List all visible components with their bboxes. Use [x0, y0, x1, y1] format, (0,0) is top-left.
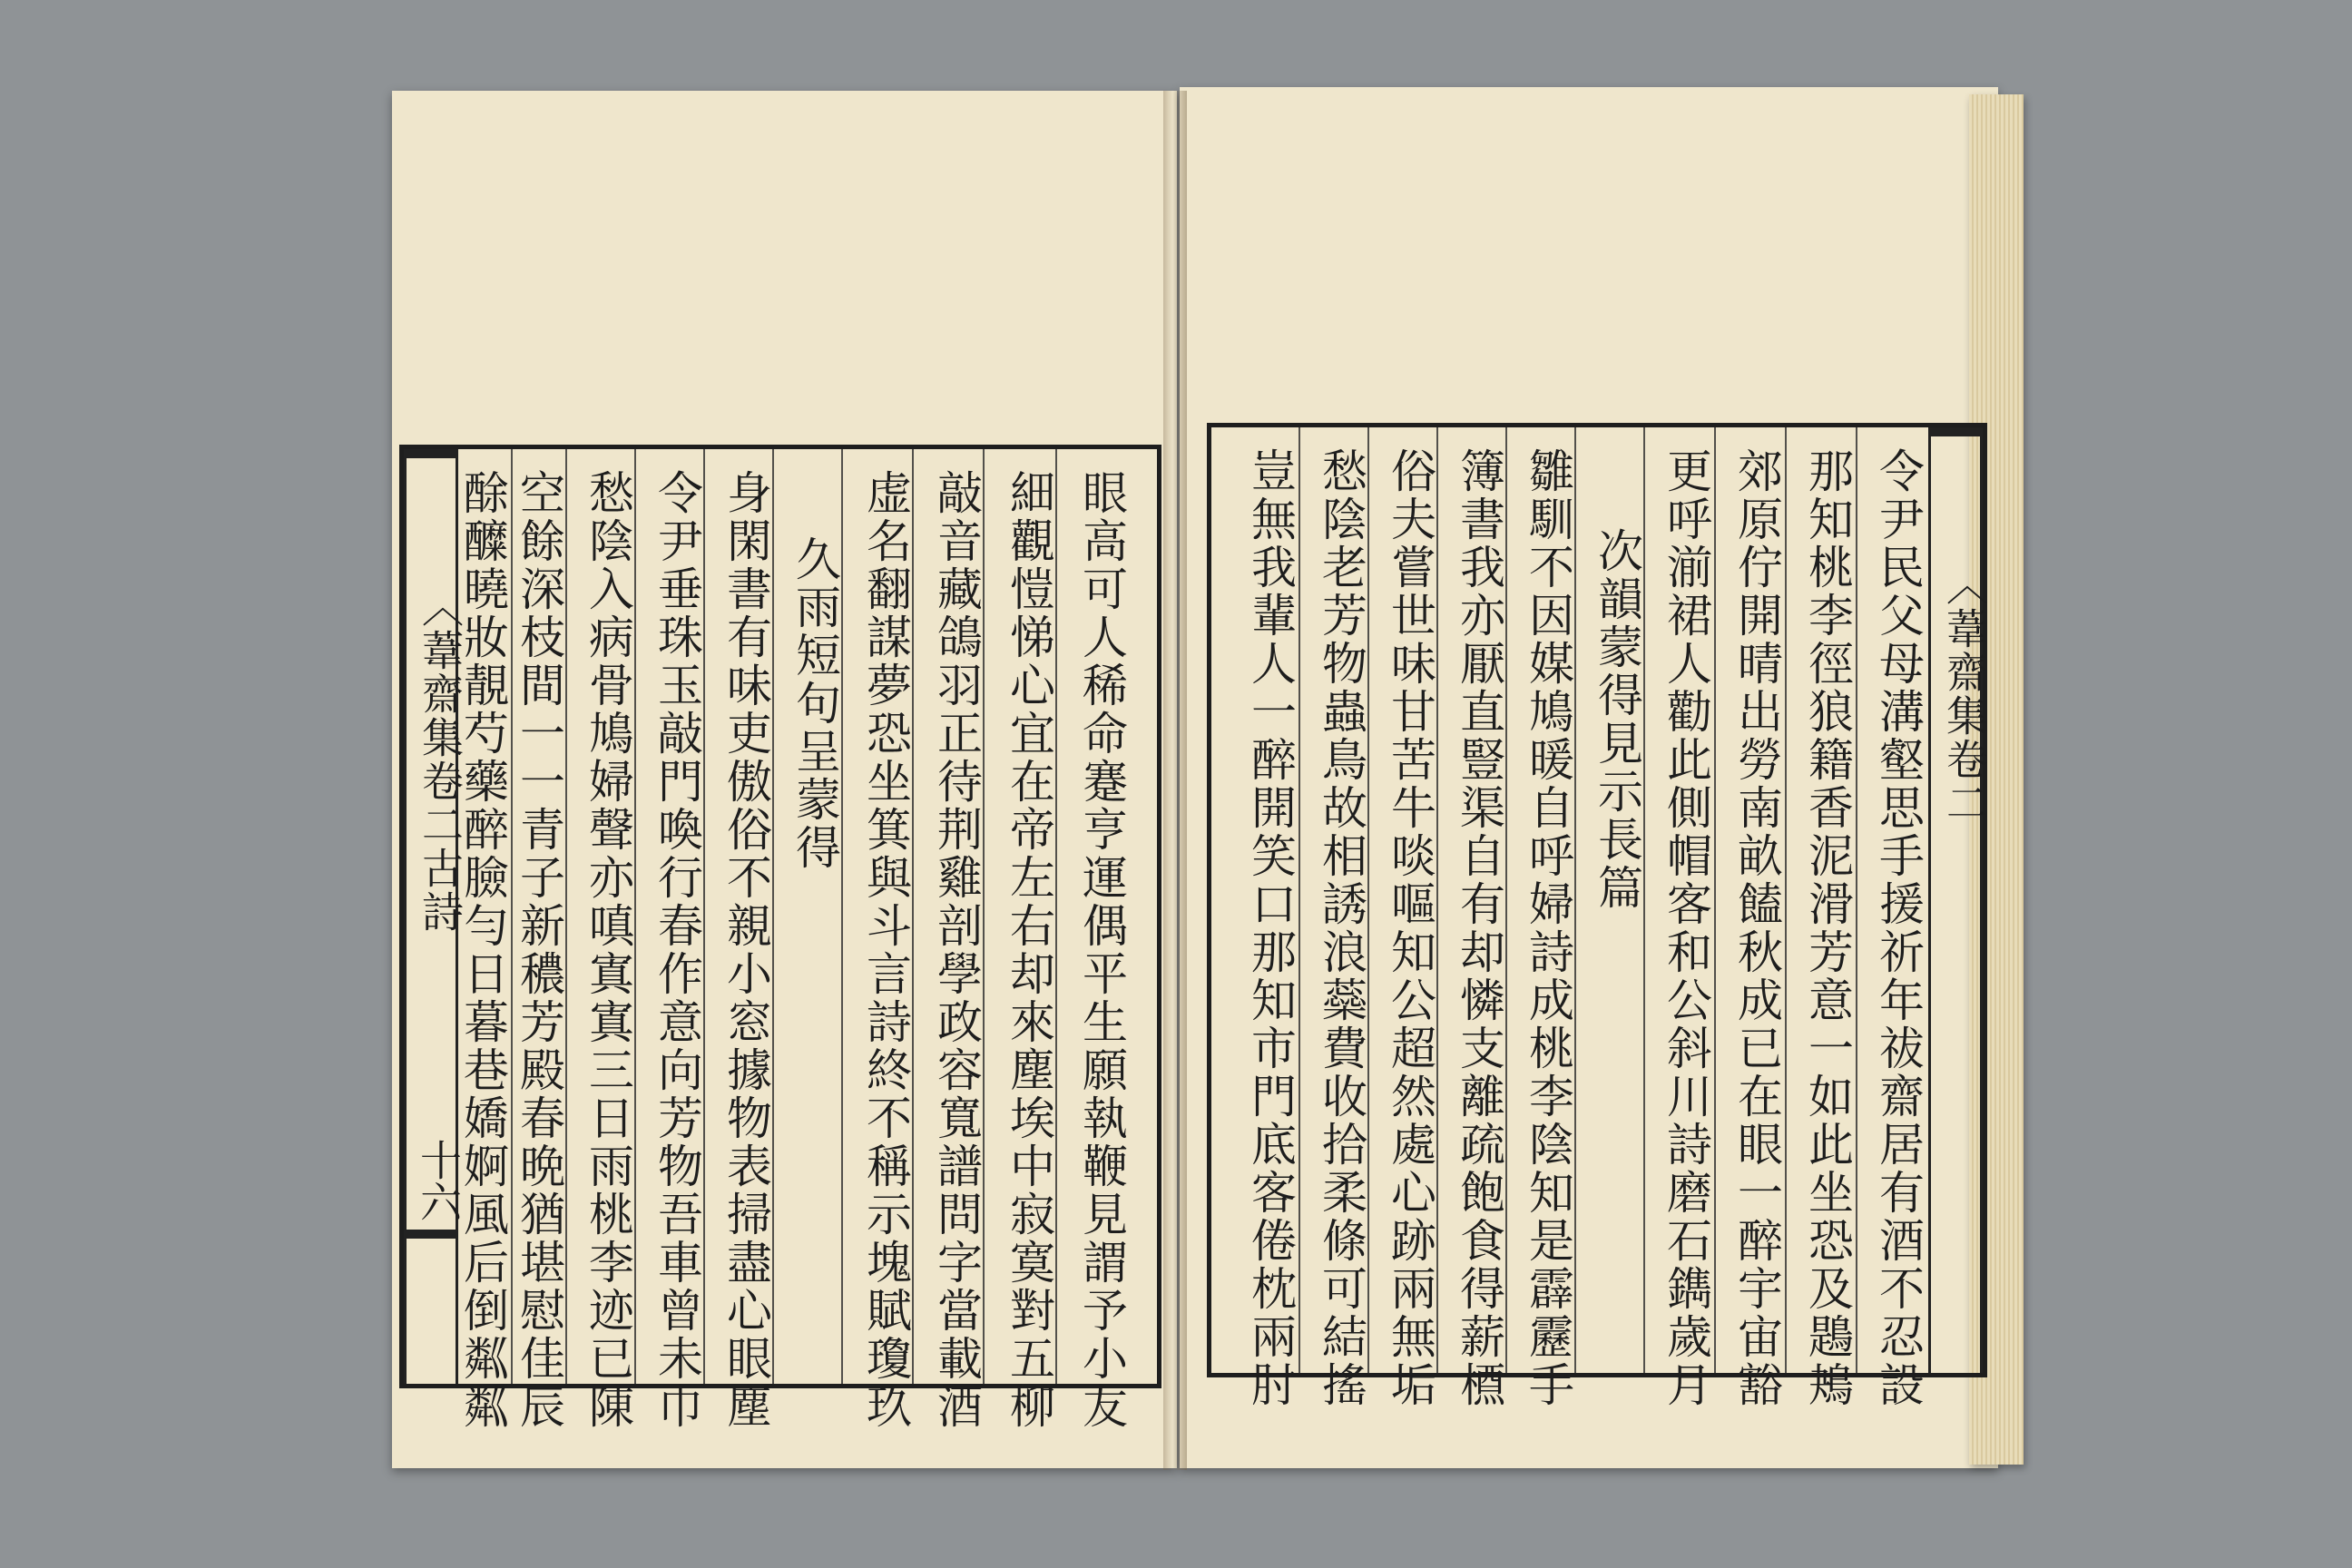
- text-column: 身閑書有味吏傲俗不親小窓據物表掃盡心眼塵: [720, 469, 772, 1431]
- text-column: 更呼湔裙人勸此側帽客和公斜川詩磨石鐫歲月: [1660, 447, 1712, 1409]
- poem-title: 次韻蒙得見示長篇: [1591, 527, 1643, 912]
- book-spine: [1163, 91, 1187, 1470]
- text-column: 細觀愷悌心宜在帝左右却來塵埃中寂寞對五柳: [1003, 469, 1055, 1431]
- text-column: 虚名翻謀夢恐坐箕與斗言詩終不稱示塊賦瓊玖: [859, 469, 912, 1431]
- text-column: 郊原佇開晴出勞南畝饁秋成已在眼一醉宇宙豁: [1730, 447, 1783, 1409]
- text-column: 俗夫嘗世味甘苦牛啖嘔知公超然處心跡兩無垢: [1384, 447, 1436, 1409]
- left-banxin: [404, 449, 465, 1384]
- text-column: 那知桃李徑狼籍香泥滑芳意一如此坐恐及鶗鴂: [1801, 447, 1854, 1409]
- text-column: 酴醾曉妝靚芍藥醉臉勻日暮巷嬌婀風后倒粼粼: [456, 469, 509, 1431]
- banxin-title: 〈葦齋集卷二: [1940, 564, 1989, 825]
- text-column: 敲音藏鴿羽正待荆雞剖學政容寬譜問字當載酒: [930, 469, 983, 1431]
- fish-tail-bottom: [407, 1230, 456, 1239]
- text-column: 雛馴不因媒鳩暖自呼婦詩成桃李陰知是霹靂手: [1522, 447, 1574, 1409]
- text-column: 空餘深枝間一一青子新穠芳殿春晩猶堪慰佳辰: [513, 469, 565, 1431]
- poem-title: 久雨短句呈蒙得: [789, 535, 841, 872]
- banxin-title: 〈葦齋集卷二古詩: [416, 585, 465, 934]
- text-column: 令尹民父母溝壑思手援祈年祓齋居有酒不忍設: [1872, 447, 1925, 1409]
- text-column: 愁陰老芳物蟲鳥故相誘浪蘂費收拾柔條可結搖: [1315, 447, 1367, 1409]
- left-text-frame: [399, 445, 1161, 1431]
- right-text-frame: [1207, 423, 1989, 1409]
- text-column: 愁陰入病骨鳩婦聲亦嗔寘寘三日雨桃李迹已陳: [582, 469, 634, 1431]
- leaf-number: 十六: [414, 1139, 463, 1222]
- right-banxin: [1928, 427, 1989, 1373]
- fish-tail-top: [407, 449, 456, 458]
- text-column: 令尹垂珠玉敲門喚行春作意向芳物吾車曾未巾: [651, 469, 703, 1431]
- text-column: 簿書我亦厭直豎渠自有却憐支離疏飽食得薪槱: [1453, 447, 1505, 1409]
- fish-tail-top: [1931, 427, 1980, 436]
- text-column: 眼高可人稀命蹇亨運偶平生願執鞭見謂予小友: [1075, 469, 1128, 1431]
- text-column: 豈無我輩人一醉開笑口那知市門底客倦枕兩肘: [1244, 447, 1297, 1409]
